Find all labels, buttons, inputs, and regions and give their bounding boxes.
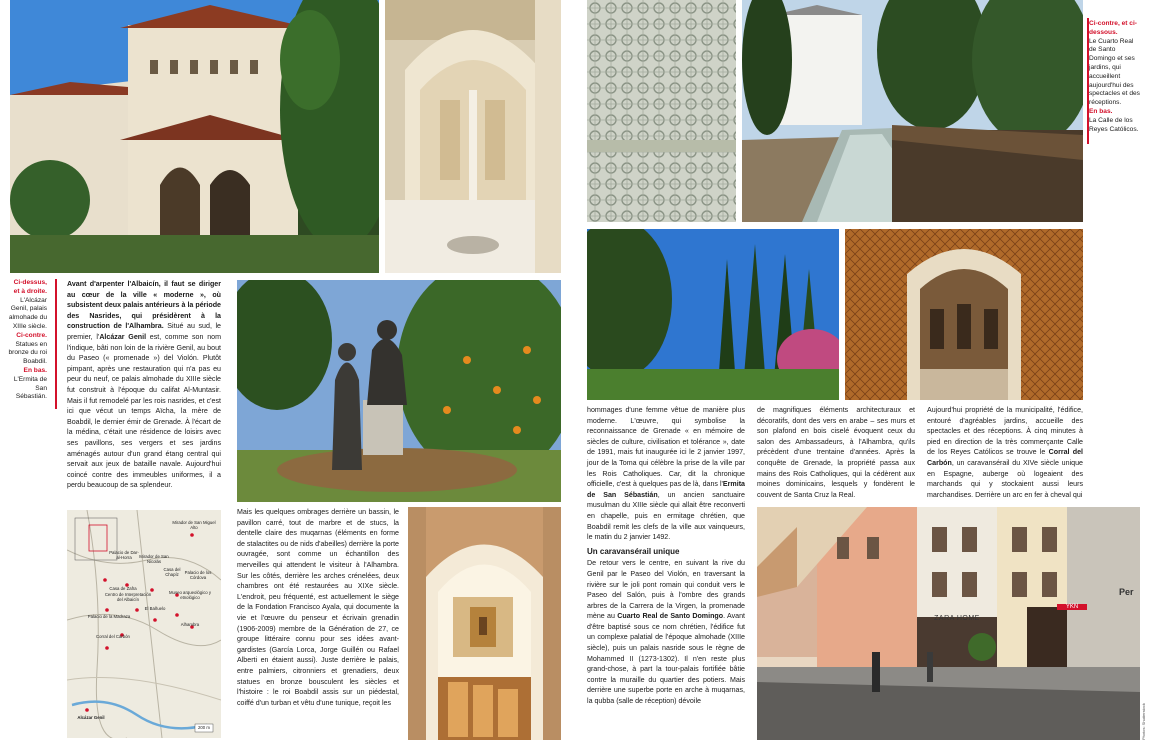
article-corral-carbon: Corral del Carbón <box>927 448 1083 467</box>
photo-boabdil-statues <box>237 280 561 502</box>
article-col5-a: Aujourd'hui propriété de la municipalité, l'édifice, entouré d'agréables jardins, accueille des spectacles et des réceptions. À cinq minutes à pied en direction de la très commerçante Calle de los Reyes Católicos se trouve le <box>927 406 1083 457</box>
map-label-mirador-san-miguel: Mirador de San Miguel Alto <box>172 520 216 530</box>
caption-en-bas-text: L'Ermita de San Sébastián. <box>13 375 47 401</box>
article-col3-d: De retour vers le centre, en suivant la rive du Genil par le Paseo del Violón, en traversant la rivière sur le joli pont romain qui conduit vers le Paseo del Salón, puis à l'ombre des grands arbres de la Carrera de la Virgen, la promenade mène au <box>587 559 745 621</box>
caption-ci-contre-label: Ci-contre. <box>16 331 47 339</box>
photo-alcazar-genil <box>10 0 379 273</box>
article-column-1 <box>67 279 221 491</box>
caption-right-en-bas-text: La Calle de los Reyes Católicos. <box>1089 116 1139 133</box>
article-col2-text: Mais les quelques ombrages derrière un bassin, le pavillon carré, tout de marbre et de stucs, la dentelle claire des muqarnas (éléments en forme de stalactites ou de nids d'abeilles) derrière la porte ouvragée, sont comme un échantillon des merveilles qui attendent le visiteur à l'Alhambra. Sur les côtés, derrière les arches crénelées, deux chambres ont été restaurées au XIXe siècle. L'endroit, peu fréquenté, est actuellement le siège de la Fondation Francisco Ayala, qui documente la vie et l'œuvre du penseur et écrivain grenadin (1906-2009) membre de la Génération de 27, ce groupe littéraire connu pour ses idées avant-gardistes (García Lorca, Jorge Guillén ou Rafael Alberti en étaient aussi). Juste derrière le palais, entre palmiers, citronniers et grenadiers, deux statues en bronze bousculent les siècles et l'histoire : le roi Boabdil assis sur un piédestal, coiffé d'un turban et vêtu d'une tunique, reçoit les <box>237 508 399 707</box>
caption-right-ci-contre-label: Ci-contre, et ci-dessous. <box>1089 20 1137 36</box>
article-col3-f: . Avant d'être baptisé sous ce nom chrétien, l'édifice fut un complexe palatial de l'époque almohade (XIIIe siècle), puis un palais nasride sous le règne de Mohammed II (1273-1302). Il n'en reste plus grand-chose, à part la tour-palais fortifiée bâtie contre la muraille du quartier des potiers. Mais derrière une superbe porte en arche à muqarnas, la qubba (salle de réception) dévoile <box>587 612 745 706</box>
article-column-4 <box>757 405 915 500</box>
caption-left <box>8 279 47 402</box>
subheading-caravanserail: Un caravansérail unique <box>587 546 680 556</box>
article-column-3 <box>587 405 745 707</box>
caption-divider-right <box>1087 18 1089 144</box>
article-col3-c: , un ancien sanctuaire musulman du XIIIe siècle qui allait être reconverti en chapelle, puis en ermitage chrétien, que Boabdil remit les clefs de la ville aux vainqueurs, le matin du 2 janvier 1492. <box>587 490 745 542</box>
shop-sign-ykn: YKN <box>1057 604 1087 610</box>
map-label-mirador-san-nicolas: Mirador de San Nicolás <box>139 554 169 564</box>
article-col3-a: hommages d'une femme vêtue de manière plus moderne. L'œuvre, qui symbolise la reconnaissance de Grenade « en mémoire de siècles de culture, civilisation et tolérance », date de 1991, mais fut inaugurée ici le 2 janvier 1997, jour de la Toma qui célèbre la prise de la ville par les Rois Catholiques. Car, dit la chronique officielle, c'est à quelques pas de là, dans l' <box>587 406 745 489</box>
caption-ci-dessus-label: Ci-dessus, et à droite. <box>13 279 47 295</box>
photo-cypress-garden <box>587 229 839 400</box>
photo-stucco-detail <box>587 0 736 222</box>
map-albaicin <box>67 510 221 738</box>
shop-sign-zara-home: ZARA HOME <box>934 615 980 622</box>
map-label-cordova: Palacio de los Córdova <box>184 570 212 580</box>
map-label-casa-chapiz: Casa del Chapíz <box>163 567 181 577</box>
caption-ci-contre-text: Statues en bronze du roi Boabdil. <box>8 340 47 366</box>
article-ermita: Ermita de San Sébastián <box>587 480 745 499</box>
photo-calle-reyes-catolicos <box>757 507 1140 740</box>
photo-ermita-san-sebastian <box>408 507 561 740</box>
caption-en-bas-label: En bas. <box>23 366 47 374</box>
photo-alcazar-interior <box>385 0 561 273</box>
map-label-dar-al-horra: Palacio de Dar-al-Horra <box>109 550 139 560</box>
article-intro: Avant d'arpenter l'Albaicín, il faut se diriger au cœur de la ville « moderne », où subsistent deux palais antérieurs à la période des Nasrides, qui présidèrent à la construction de l'Alhambra. <box>67 280 221 331</box>
map-label-centro-interpretacion: Centro de Interpretación del Albaicín <box>104 592 152 602</box>
article-column-2 <box>237 507 399 708</box>
article-p1-c: est, comme son nom l'indique, bâti non loin de la rivière Genil, au bout du Paseo (« promenade ») del Violón. Plutôt pimpant, après une restauration qui n'a pas eu peur du neuf, ce palais almohade du XIIIe siècle fut construit à l'époque du califat Al-Muntasir. Mais il fut remodelé par les rois nasrides, et c'est ici que vécut un temps Aïcha, la mère de Boabdil, le dernier émir de Grenade. À l'écart de la médina, c'était une résidence de loisirs avec ses pavillons, ses vergers et ses jardins aménagés autour d'un grand étang central qui servait aux jeux de bataille navale. Aujourd'hui coincé contre des immeubles uniformes, il a perdu beaucoup de sa splendeur. <box>67 332 221 490</box>
photo-qubba-doorway <box>845 229 1083 400</box>
shop-sign-per: Per <box>1119 587 1134 597</box>
article-col4-text: de magnifiques éléments architecturaux et décoratifs, dont des vers en arabe – ses murs et son plafond en bois ciselé évoquent ceux du salon des Ambassadeurs, à l'Alhambra, qu'ils précèdent d'une trentaine d'années. Après la conquête de Grenade, la propriété passa aux mains des Rois Catholiques, qui la cédèrent aux moines dominicains, lesquels y fondèrent le couvent de Santa Cruz la Real. <box>757 406 915 499</box>
caption-ci-dessus-text: L'Alcázar Genil, palais almohade du XIIIe siècle. <box>8 296 47 330</box>
article-alcazar-genil: Alcázar Genil <box>99 332 147 341</box>
map-label-corral-carbon: Corral del Carbón <box>96 634 130 639</box>
article-column-5 <box>927 405 1083 500</box>
article-col5-c: , un caravansérail du XIVe siècle unique en Espagne, auberge où logeaient des marchands qui y stockaient aussi leurs marchandises. Derrière un arc en fer à cheval qui <box>927 458 1083 499</box>
caption-divider-left <box>55 279 57 409</box>
map-label-casa-zafra: Casa de Zafra <box>109 586 137 591</box>
photo-credit: Photos: Shutterstock <box>1141 703 1146 740</box>
map-label-alhambra: Alhambra <box>180 622 200 627</box>
photo-cuarto-real-garden <box>742 0 1083 222</box>
map-label-alcazar-genil: Alcázar Genil <box>77 715 105 720</box>
article-cuarto-real: Cuarto Real de Santo Domingo <box>617 612 724 621</box>
caption-right-ci-contre-text: Le Cuarto Real de Santo Domingo et ses jardins, qui accueillent aujourd'hui des spectacles et des réceptions. <box>1089 37 1140 107</box>
map-label-museo: Museo arqueológico y etnológico <box>168 590 212 600</box>
map-label-banuelo: El Bañuelo <box>144 606 166 611</box>
article-p1-a: Situé au sud, le premier, l' <box>67 322 222 341</box>
map-label-madraza: Palacio de la Madraza <box>87 614 131 619</box>
caption-right <box>1089 20 1141 134</box>
map-scale: 200 m <box>198 725 210 730</box>
caption-right-en-bas-label: En bas. <box>1089 107 1113 115</box>
